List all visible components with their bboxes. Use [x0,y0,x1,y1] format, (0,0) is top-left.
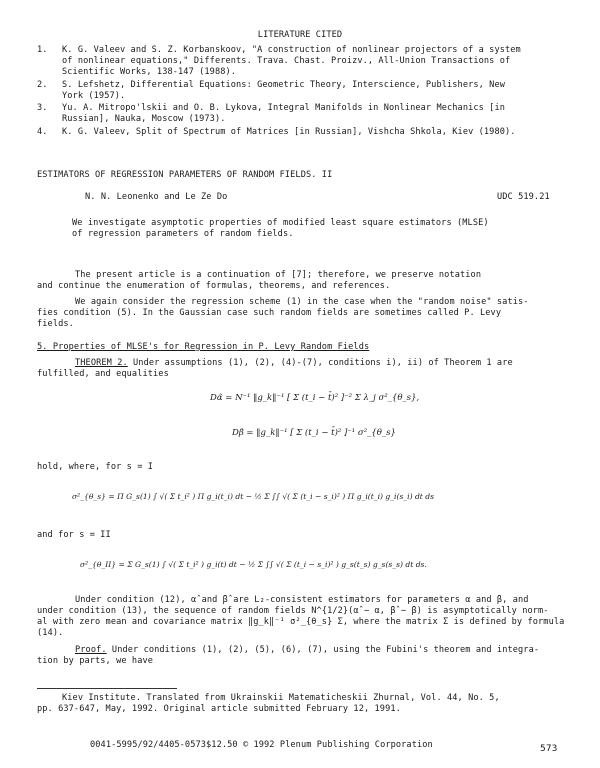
article-title: ESTIMATORS OF REGRESSION PARAMETERS OF RANDOM FIELDS. II [37,170,333,180]
proof-line-2: tion by parts, we have [37,656,154,666]
for-line: and for s = II [37,530,111,540]
para2-line-1: We again consider the regression scheme (1) in the case when the "random noise" satis- [75,297,529,307]
ref-2-number: 2. [37,80,48,90]
theorem-text: Under assumptions (1), (2), (4)-(7), conditions i), ii) of Theorem 1 are [127,358,513,368]
condition-line-2: under condition (13), the sequence of random fields N^{1/2}(α̂ − α, β̂ − β) is asymptotically norm- [37,606,549,616]
footnote-rule [37,688,177,689]
hold-line: hold, where, for s = I [37,462,154,472]
equation-variance-alpha: Dα̂ = N⁻¹ ‖g_k‖⁻¹ [ Σ (t_i − t̄)² ]⁻² Σ λ_j σ²_{θ_s}, [210,393,420,403]
ref-3-line-2: Russian], Nauka, Moscow (1973). [62,114,226,124]
section-heading [37,342,369,353]
equation-sigma-s-two: σ²_{θ_II} = Σ G_s(1) ∫ √( Σ t_i² ) g_i(t) dt − ½ Σ ∫∫ √( Σ (t_i − s_i)² ) g_s(t_s) g_s(s_s) dt ds. [80,560,427,569]
proof-line-1 [75,645,539,656]
intro-line-2: and continue the enumeration of formulas, theorems, and references. [37,281,391,291]
ref-1-line-3: Scientific Works, 138-147 (1988). [62,67,237,77]
footnote-line-2: pp. 637-647, May, 1992. Original article submitted February 12, 1991. [37,704,401,714]
condition-line-4: (14). [37,628,64,638]
condition-line-3: al with zero mean and covariance matrix ‖g_k‖⁻¹ σ²_{θ_s} Σ, where the matrix Σ is defined by formula [37,617,565,627]
theorem-line-1 [75,358,513,369]
equation-sigma-s-one: σ²_{θ_s} = Π G_s(1) ∫ √( Σ t_i² ) Π g_i(t_i) dt − ½ Σ ∫∫ √( Σ (t_i − s_i)² ) Π g_i(t_i) g_i(s_i) dt ds [72,492,435,501]
ref-1-line-1: K. G. Valeev and S. Z. Korbanskoov, "A construction of nonlinear projectors of a system [62,45,521,55]
footnote-line-1: Kiev Institute. Translated from Ukrainskii Matematicheskii Zhurnal, Vol. 44, No. 5, [62,693,500,703]
copyright-line: 0041-5995/92/4405-0573$12.50 © 1992 Plenum Publishing Corporation [90,740,433,750]
page-number: 573 [540,744,558,754]
ref-1-number: 1. [37,45,48,55]
ref-1-line-2: of nonlinear equations," Differents. Trava. Chast. Proizv., All-Union Transactions of [62,56,511,66]
equation-variance-beta: Dβ̂ = ‖g_k‖⁻¹ [ Σ (t_i − t̄)² ]⁻¹ σ²_{θ_s} [232,428,396,438]
intro-line-1: The present article is a continuation of [7]; therefore, we preserve notation [75,270,482,280]
ref-2-line-2: York (1957). [62,91,126,101]
ref-4-line-1: K. G. Valeev, Split of Spectrum of Matrices [in Russian], Vishcha Shkola, Kiev (1980). [62,127,516,137]
abstract-line-2: of regression parameters of random fields. [72,229,294,239]
proof-label: Proof. [75,645,107,655]
ref-3-line-1: Yu. A. Mitropo'lskii and O. B. Lykova, Integral Manifolds in Nonlinear Mechanics [in [62,103,506,113]
udc-code: UDC 519.21 [497,192,550,202]
literature-heading: LITERATURE CITED [257,30,343,40]
proof-text: Under conditions (1), (2), (5), (6), (7), using the Fubini's theorem and integra- [106,645,540,655]
theorem-line-2: fulfilled, and equalities [37,369,169,379]
para2-line-2: fies condition (5). In the Gaussian case such random fields are sometimes called P. Levy [37,308,502,318]
ref-4-number: 4. [37,127,48,137]
ref-2-line-1: S. Lefshetz, Differential Equations: Geometric Theory, Interscience, Publishers, New [62,80,506,90]
section-heading-text: 5. Properties of MLSE's for Regression in P. Levy Random Fields [37,342,370,352]
article-authors: N. N. Leonenko and Le Ze Do [85,192,228,202]
abstract-line-1: We investigate asymptotic properties of modified least square estimators (MLSE) [72,218,489,228]
condition-line-1: Under condition (12), α̂ and β̂ are L₂-consistent estimators for parameters α and β, and [75,595,529,605]
para2-line-3: fields. [37,319,74,329]
theorem-label: THEOREM 2. [75,358,128,368]
ref-3-number: 3. [37,103,48,113]
